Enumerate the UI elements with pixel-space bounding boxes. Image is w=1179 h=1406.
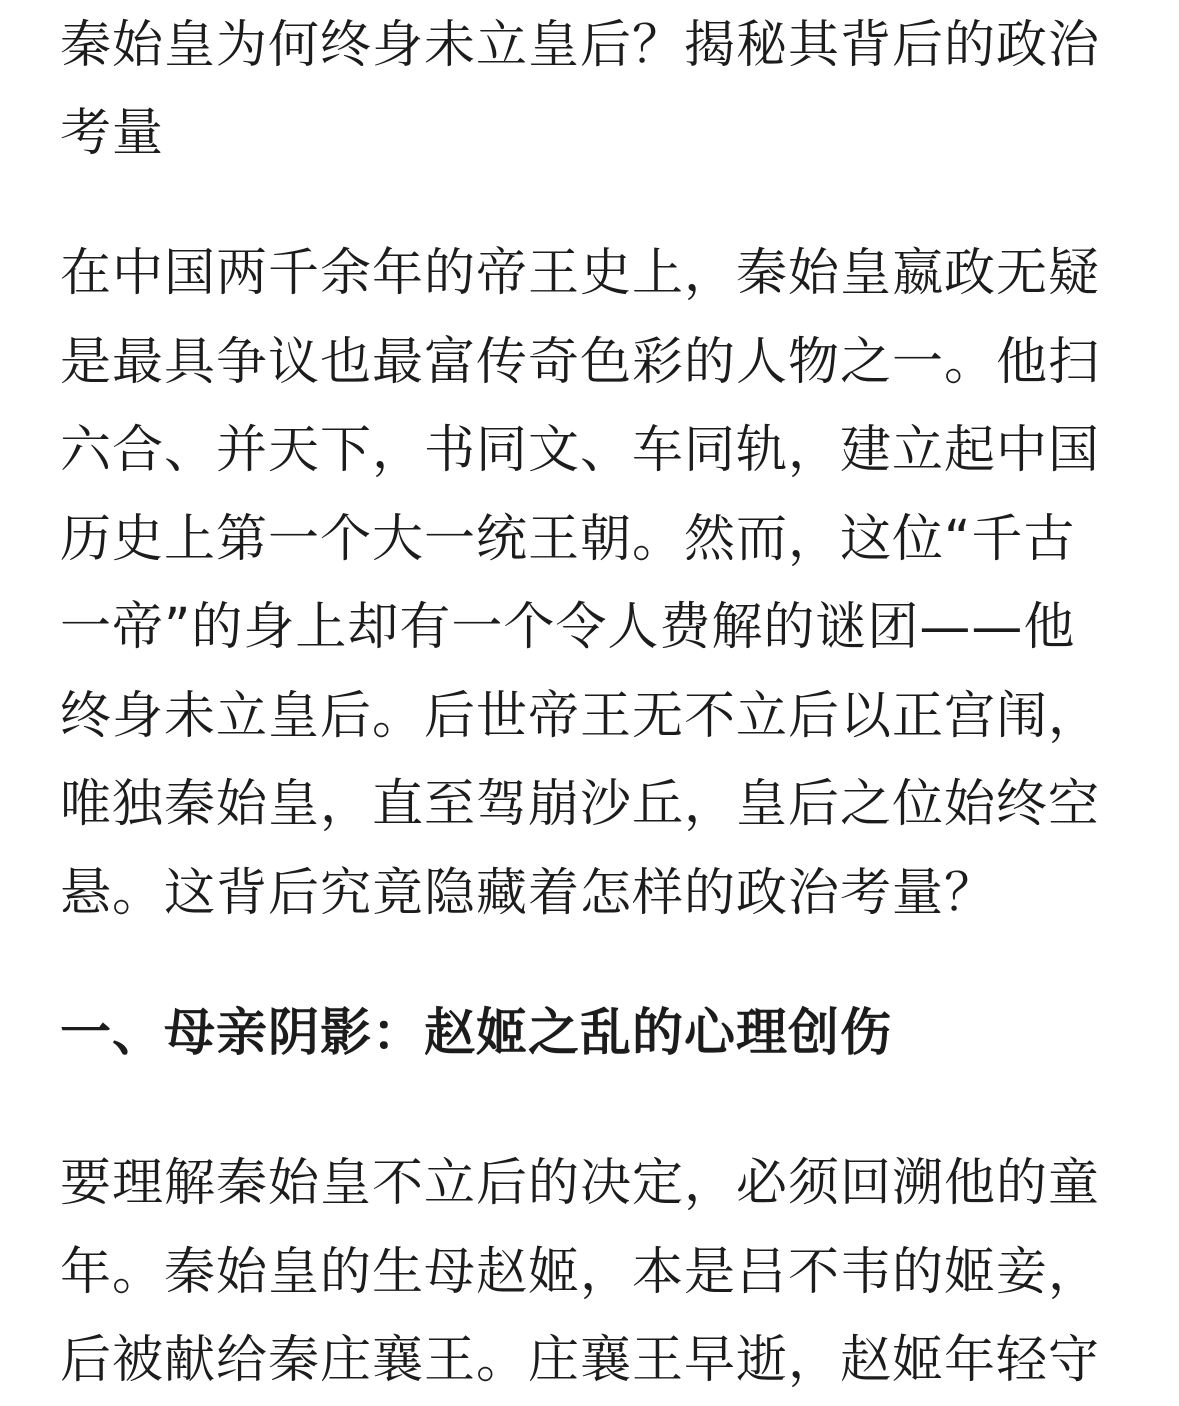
section-heading: 一、母亲阴影：赵姬之乱的心理创伤 <box>60 1004 893 1063</box>
section-paragraph: 要理解秦始皇不立后的决定，必须回溯他的童年。秦始皇的生母赵姬，本是吕不韦的姬妾，后被献给秦庄襄王。庄襄王早逝，赵姬年轻守 <box>60 1154 1101 1390</box>
article-title: 秦始皇为何终身未立皇后？揭秘其背后的政治考量 <box>60 16 1101 163</box>
article <box>60 0 1125 1390</box>
intro-paragraph: 在中国两千余年的帝王史上，秦始皇嬴政无疑是最具争议也最富传奇色彩的人物之一。他扫六合、并天下，书同文、车同轨，建立起中国历史上第一个大一统王朝。然而，这位“千古一帝”的身上却有一个令人费解的谜团——他终身未立皇后。后世帝王无不立后以正宫闱，唯独秦始皇，直至驾崩沙丘，皇后之位始终空悬。这背后究竟隐藏着怎样的政治考量？ <box>60 244 1101 923</box>
